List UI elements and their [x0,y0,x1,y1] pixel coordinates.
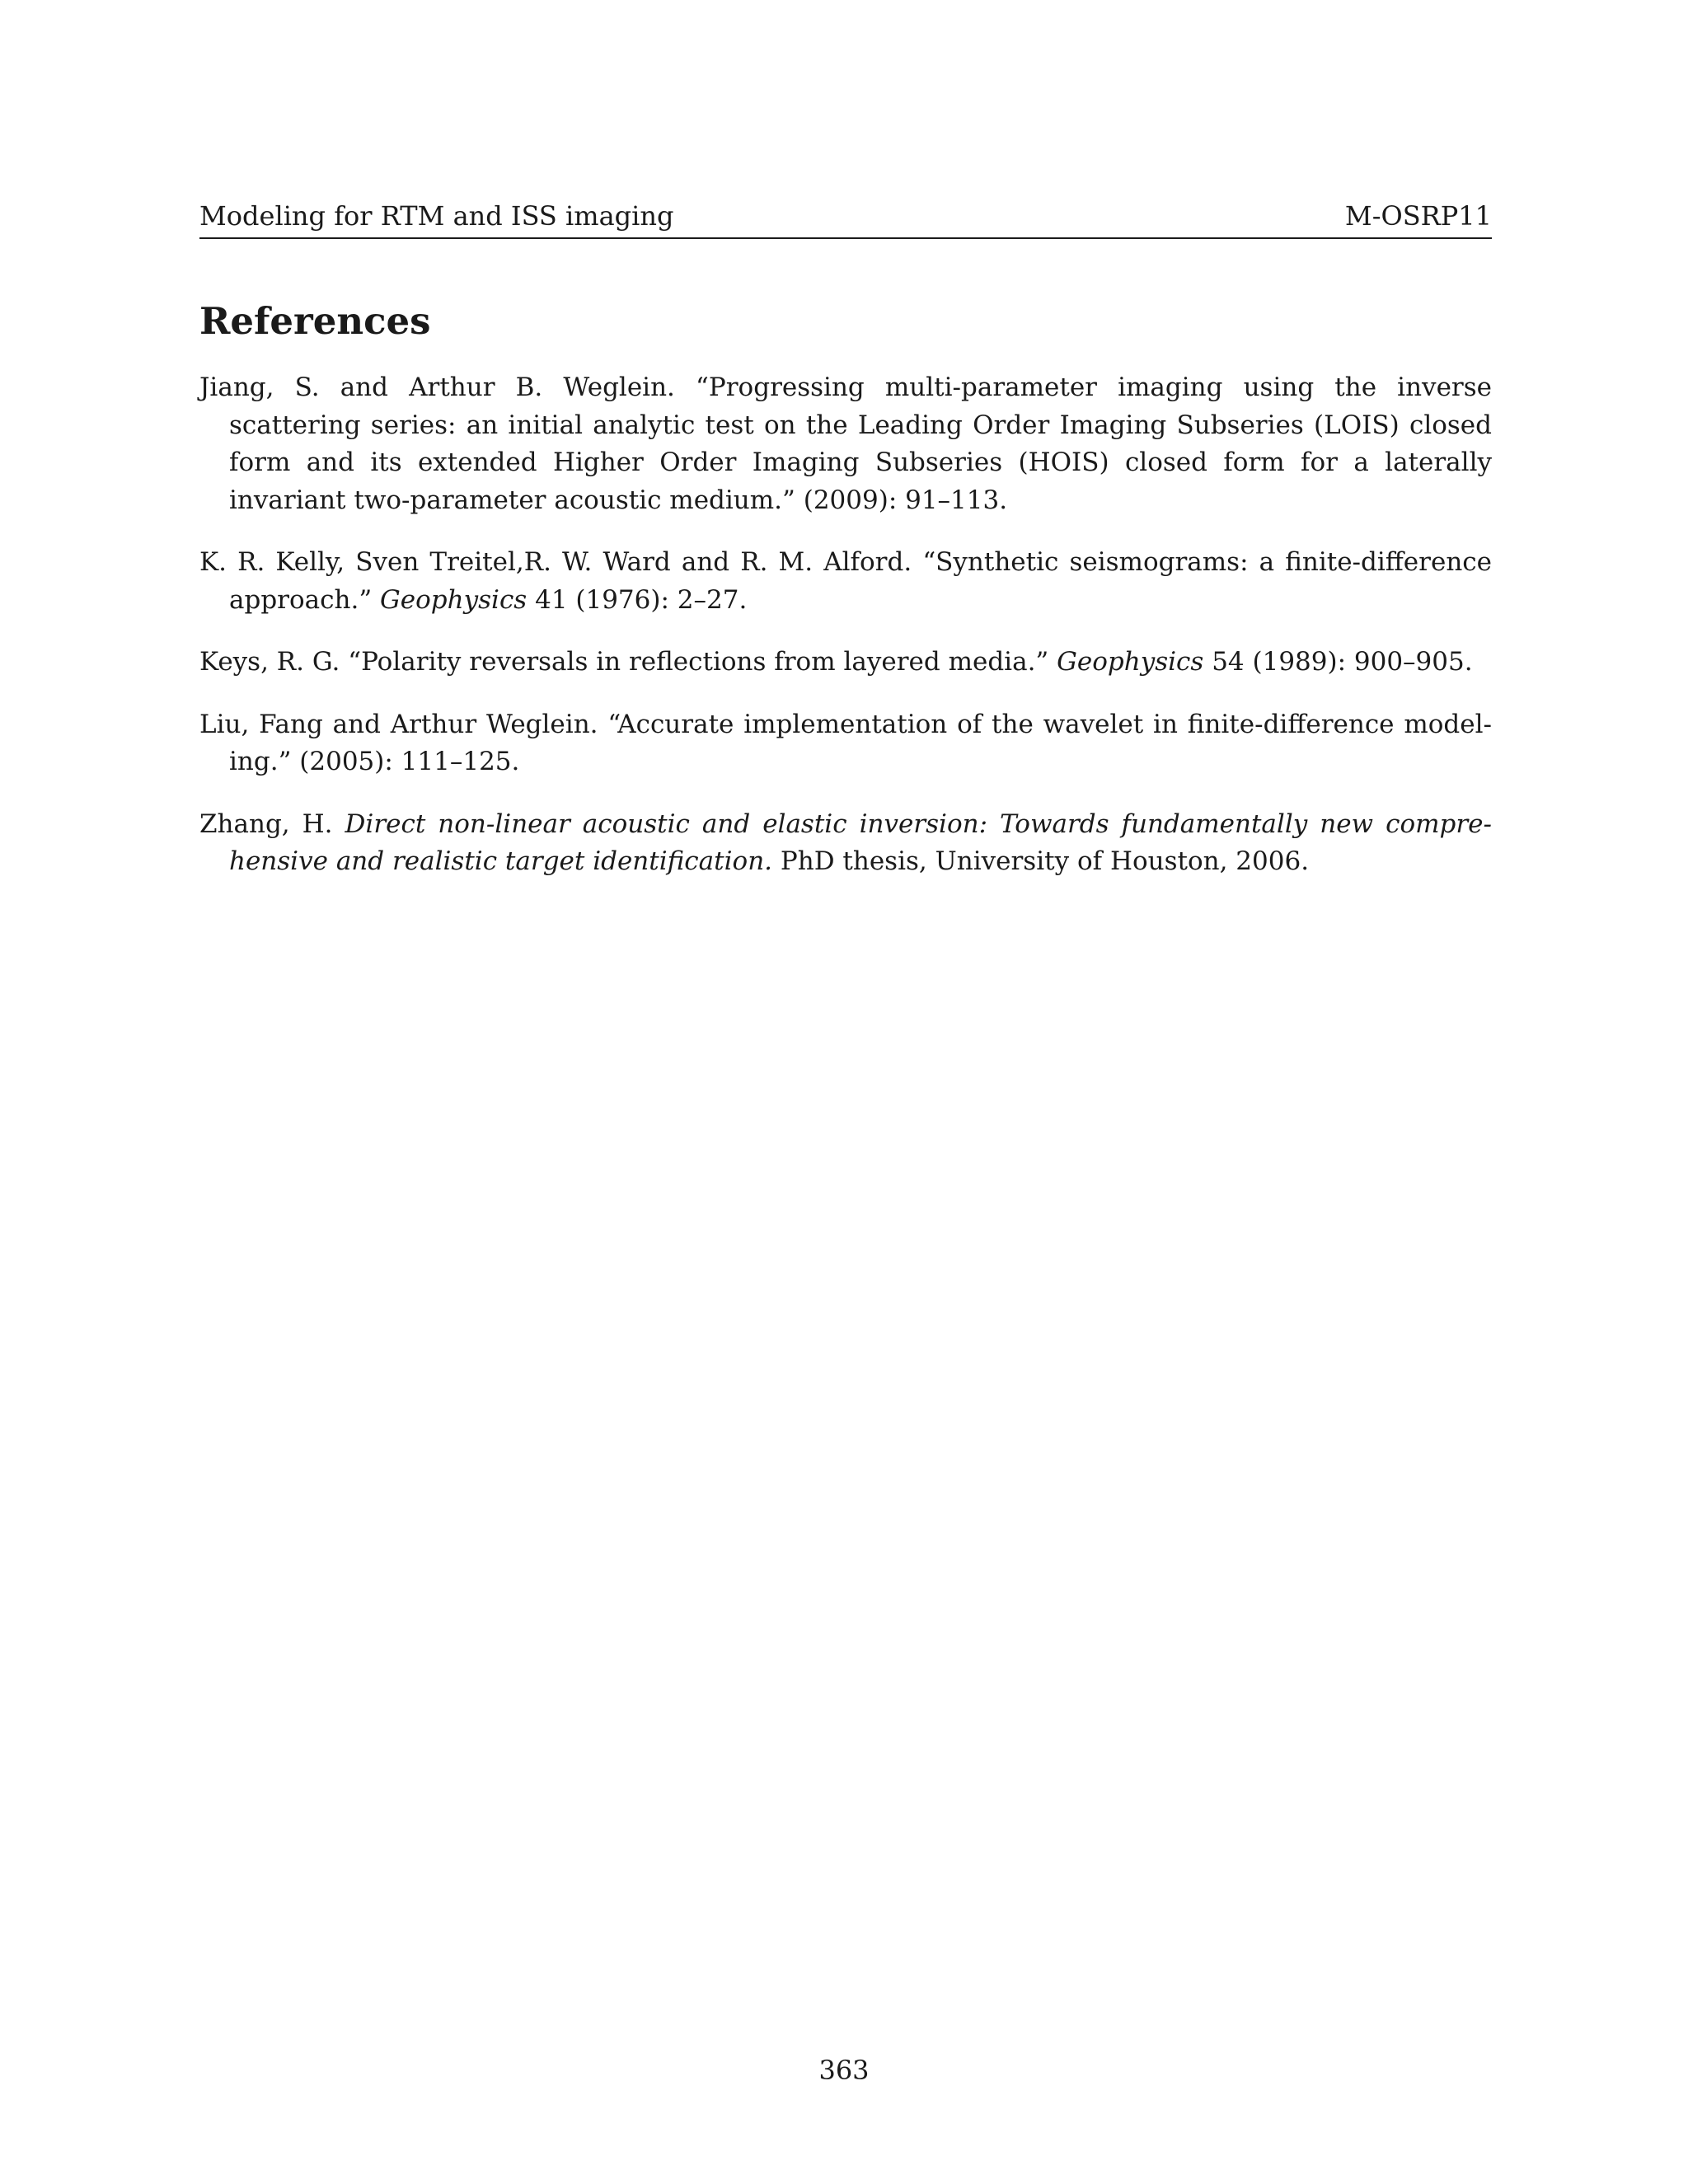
reference-title: “Polarity reversals in reflections from layered media.” [348,647,1049,677]
section-title: References [199,299,431,343]
reference-authors: Liu, Fang and Arthur Weglein. [199,709,598,739]
reference-item [199,544,1492,619]
reference-title: “Synthetic seismograms: a finite-difference approach.” [229,547,1492,615]
reference-item [199,706,1492,781]
reference-title: “Progressing multi-parameter imaging using the inverse scattering series: an initial analytic test on the Leading Order Imaging Subseries (LOIS) closed form and its extended Higher Order Imaging Subseries (HOIS) closed form for a laterally invariant two-parameter acoustic medium.” [229,373,1492,515]
reference-item [199,369,1492,519]
reference-tail: 41 (1976): 2–27. [535,584,748,615]
page-number: 363 [818,2055,870,2086]
reference-authors: Jiang, S. and Arthur B. Weglein. [199,373,675,402]
reference-journal: Geophysics [380,584,528,615]
reference-tail: (2009): 91–113. [803,485,1008,515]
reference-item [199,644,1492,682]
reference-book-title: Direct non-linear acoustic and elastic inversion: Towards fundamentally new comprehensive and realistic target identification. [229,808,1492,876]
reference-list [199,369,1492,906]
reference-tail: PhD thesis, University of Houston, 2006. [780,846,1310,876]
running-header-report-id: M-OSRP11 [1344,200,1492,232]
reference-authors: K. R. Kelly, Sven Treitel,R. W. Ward and R. M. Alford. [199,547,912,577]
reference-journal: Geophysics [1057,647,1204,677]
reference-item [199,806,1492,881]
reference-tail: 54 (1989): 900–905. [1212,647,1473,677]
running-header-title: Modeling for RTM and ISS imaging [199,200,674,232]
reference-authors: Zhang, H. [199,808,333,839]
reference-authors: Keys, R. G. [199,647,340,677]
reference-title: “Accurate implementation of the wavelet in finite-difference modeling.” [229,709,1492,776]
running-header [199,198,1492,239]
reference-tail: (2005): 111–125. [299,747,520,776]
